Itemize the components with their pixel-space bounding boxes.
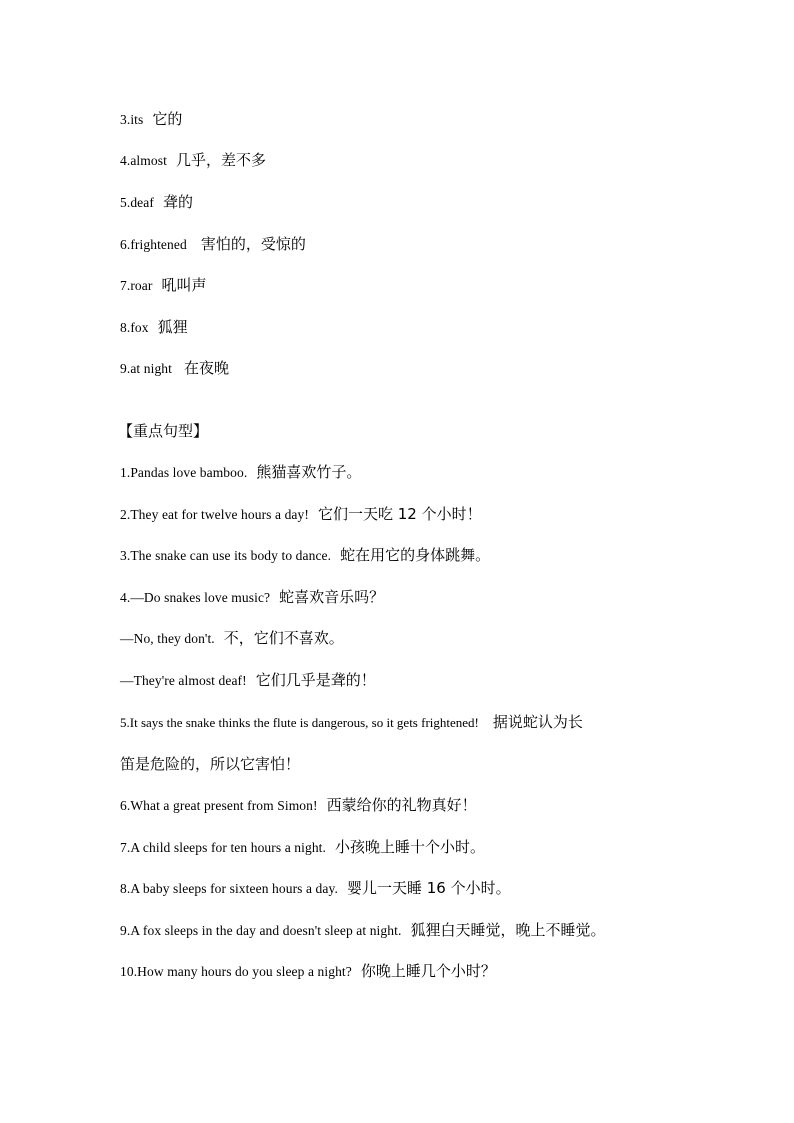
vocab-item-almost <box>120 151 266 171</box>
sentence-chinese: 它们几乎是聋的！ <box>255 671 376 689</box>
vocab-chinese: 吼叫声 <box>161 276 207 294</box>
vocab-english: 8.fox <box>120 320 149 335</box>
sentence-chinese: 它们一天吃 12 个小时！ <box>317 505 482 523</box>
sentence-item <box>120 796 477 816</box>
sentence-english: —No, they don't. <box>120 631 215 646</box>
vocab-item-deaf <box>120 193 193 213</box>
sentence-item <box>120 505 482 525</box>
sentence-item <box>120 921 605 941</box>
sentence-english: 6.What a great present from Simon! <box>120 798 318 813</box>
vocab-english: 4.almost <box>120 153 167 168</box>
sentence-chinese: 西蒙给你的礼物真好！ <box>326 796 477 814</box>
vocab-english: 7.roar <box>120 278 153 293</box>
vocab-chinese: 聋的 <box>162 193 193 211</box>
sentence-chinese: 婴儿一天睡 16 个小时。 <box>346 879 511 897</box>
sentence-item-continuation <box>120 755 300 775</box>
sentence-item <box>120 879 511 899</box>
vocab-chinese: 害怕的，受惊的 <box>200 235 306 253</box>
vocab-chinese: 狐狸 <box>157 318 188 336</box>
sentence-chinese: 狐狸白天睡觉，晚上不睡觉。 <box>410 921 606 939</box>
sentence-english: 4.—Do snakes love music? <box>120 590 271 605</box>
sentence-item <box>120 629 344 649</box>
vocab-english: 9.at night <box>120 361 172 376</box>
vocab-chinese: 它的 <box>152 110 183 128</box>
sentence-english: 8.A baby sleeps for sixteen hours a day. <box>120 881 338 896</box>
sentence-english: 3.The snake can use its body to dance. <box>120 548 332 563</box>
sentence-item <box>120 546 490 566</box>
sentence-english: 9.A fox sleeps in the day and doesn't sleep at night. <box>120 923 402 938</box>
sentence-english: 7.A child sleeps for ten hours a night. <box>120 840 326 855</box>
sentence-item <box>120 463 361 483</box>
vocab-english: 5.deaf <box>120 195 154 210</box>
vocab-english: 6.frightened <box>120 237 187 252</box>
vocab-item-fox <box>120 318 188 338</box>
section-heading: 【重点句型】 <box>118 422 209 440</box>
sentence-item <box>120 838 485 858</box>
vocab-chinese: 几乎，差不多 <box>175 151 266 169</box>
sentence-item <box>120 671 376 691</box>
sentence-chinese: 笛是危险的，所以它害怕！ <box>120 755 301 773</box>
sentence-chinese: 熊猫喜欢竹子。 <box>256 463 362 481</box>
sentence-english: —They're almost deaf! <box>120 673 247 688</box>
vocab-item-its <box>120 110 182 130</box>
sentence-item <box>120 588 384 608</box>
sentence-chinese: 蛇在用它的身体跳舞。 <box>340 546 491 564</box>
sentence-item <box>120 713 583 733</box>
sentence-chinese: 蛇喜欢音乐吗？ <box>279 588 385 606</box>
sentence-chinese: 不，它们不喜欢。 <box>223 629 344 647</box>
sentence-chinese: 你晚上睡几个小时？ <box>360 962 496 980</box>
vocab-chinese: 在夜晚 <box>184 359 230 377</box>
sentence-english: 5.It says the snake thinks the flute is dangerous, so it gets frightened! <box>120 715 479 730</box>
sentence-english: 2.They eat for twelve hours a day! <box>120 507 309 522</box>
sentence-chinese: 据说蛇认为长 <box>492 713 583 731</box>
vocab-english: 3.its <box>120 112 144 127</box>
sentence-english: 1.Pandas love bamboo. <box>120 465 248 480</box>
vocab-item-frightened <box>120 235 306 255</box>
sentence-item <box>120 962 496 982</box>
vocab-item-at-night <box>120 359 229 379</box>
sentence-chinese: 小孩晚上睡十个小时。 <box>335 838 486 856</box>
sentence-english: 10.How many hours do you sleep a night? <box>120 964 352 979</box>
vocab-item-roar <box>120 276 206 296</box>
